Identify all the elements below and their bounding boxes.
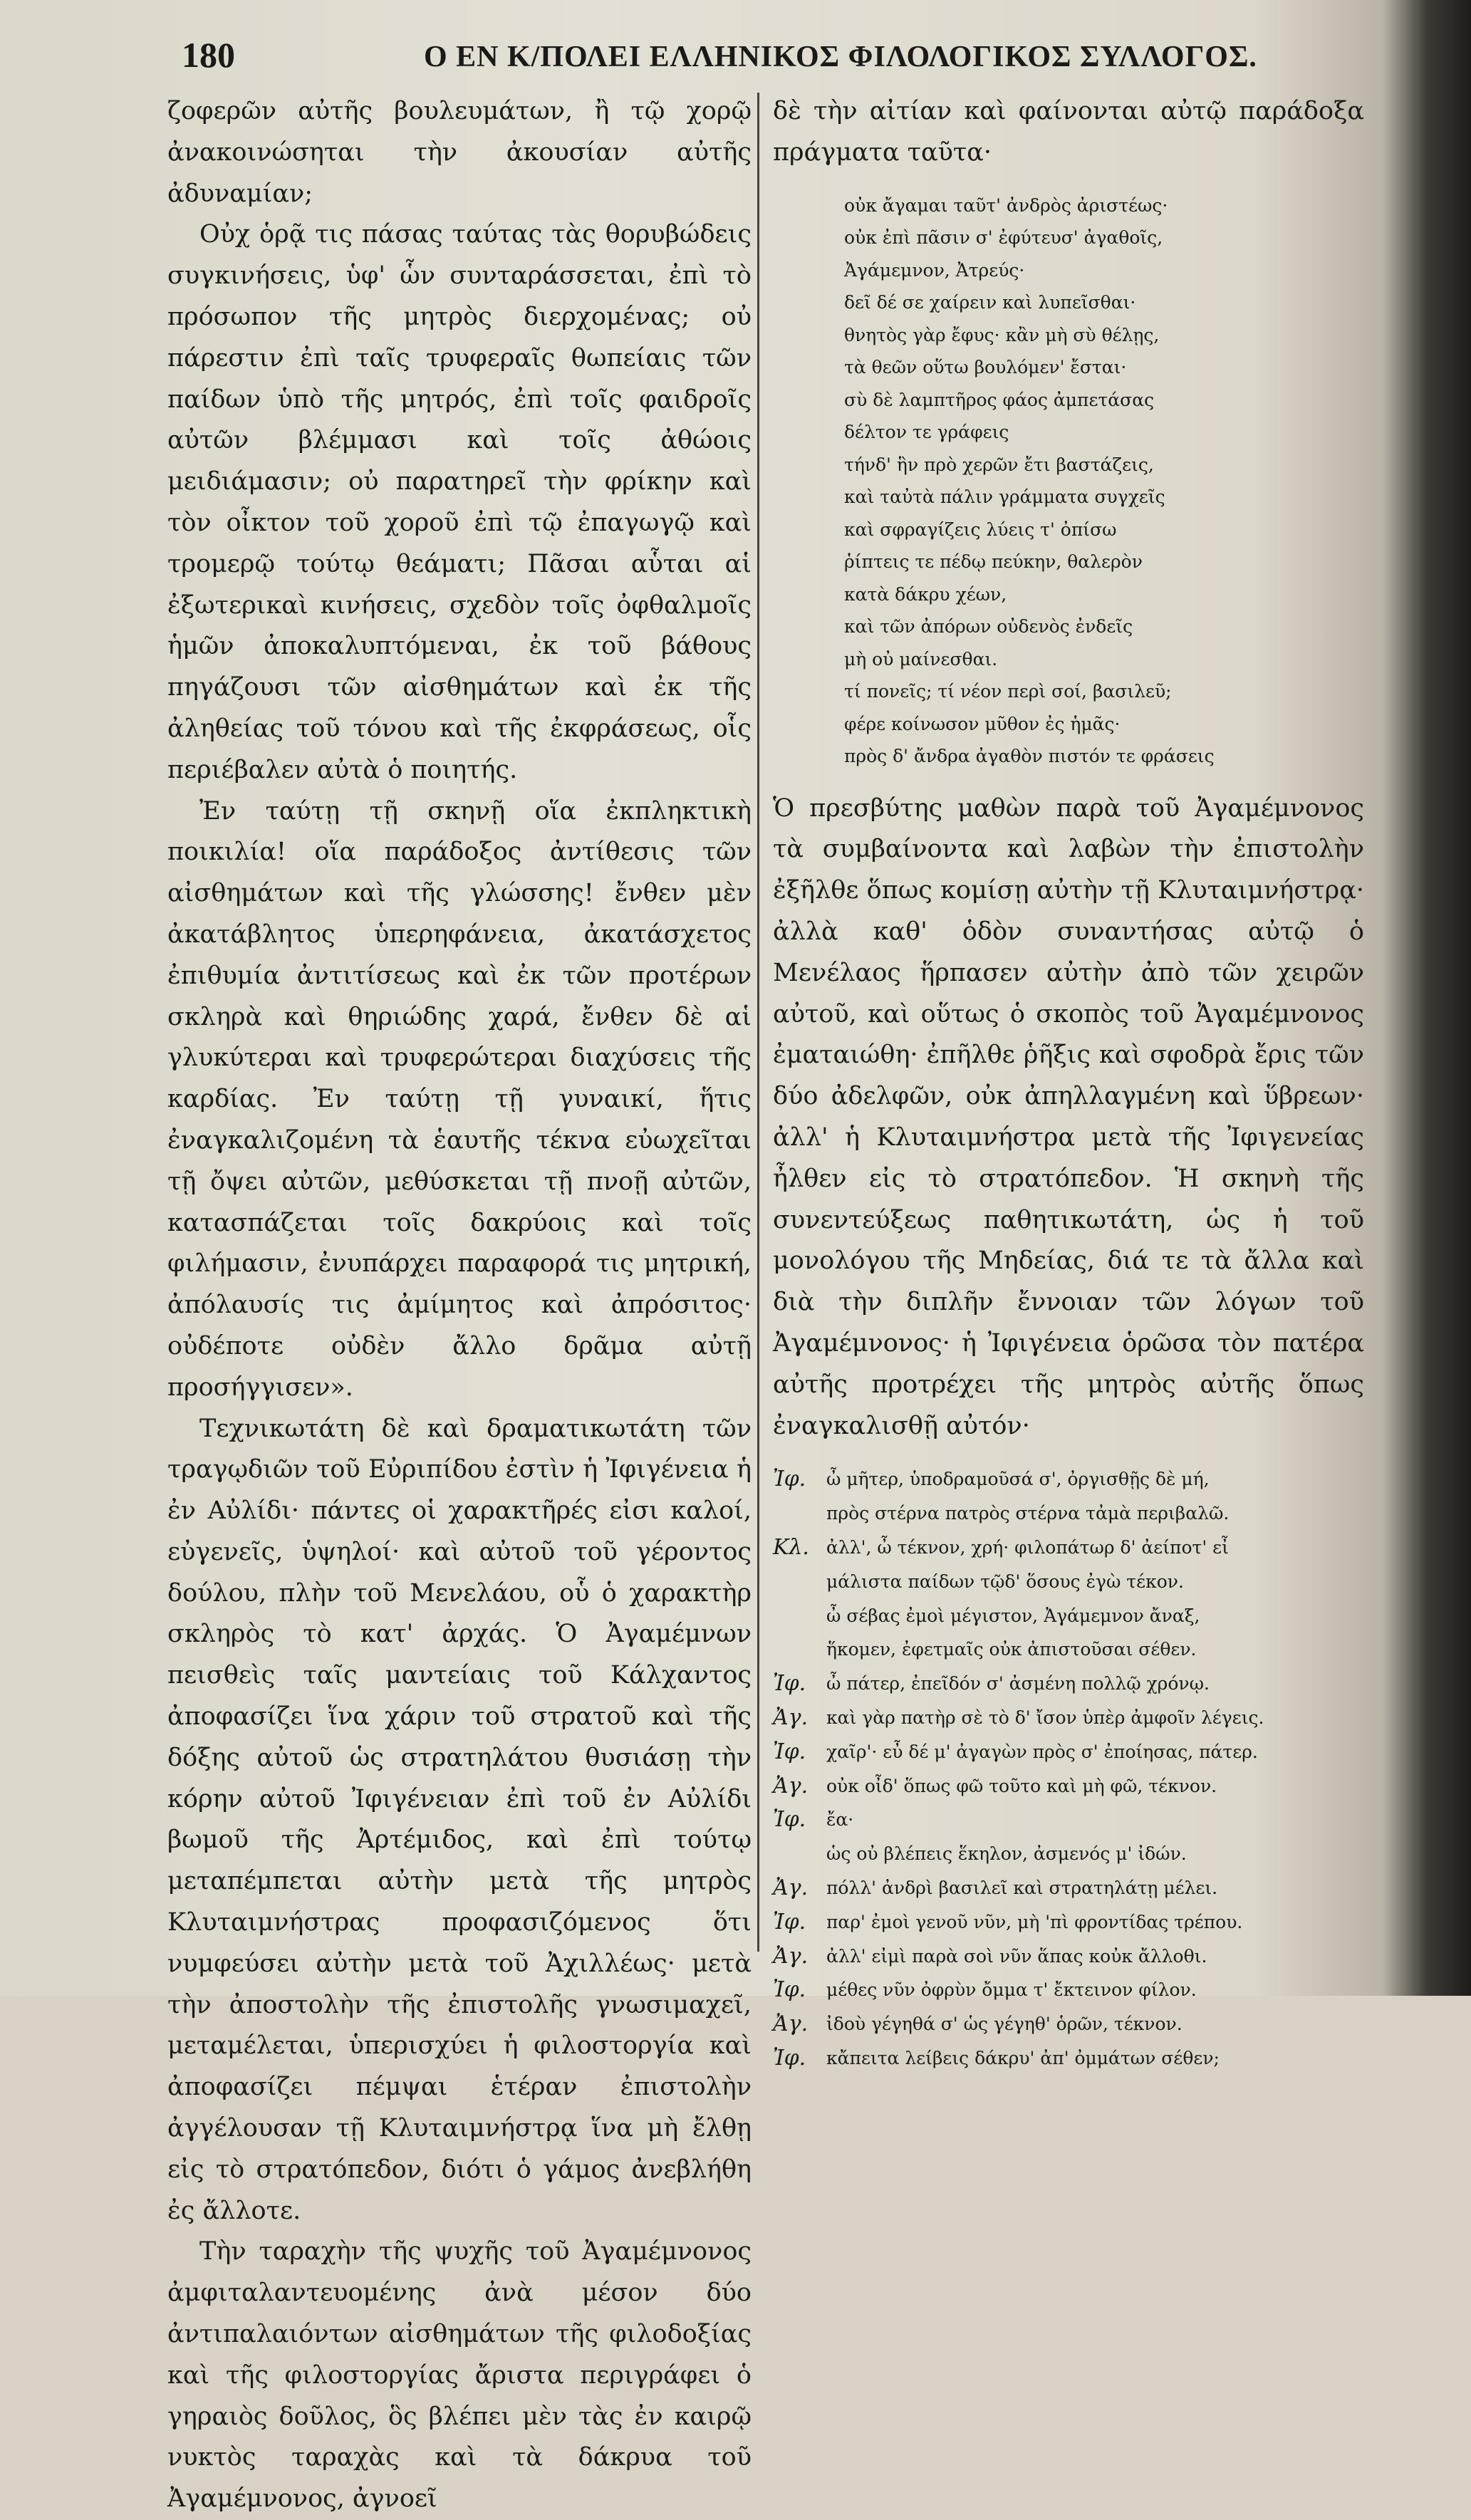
dialogue-text: πόλλ' ἀνδρὶ βασιλεῖ καὶ στρατηλάτῃ μέλει.	[826, 1877, 1218, 1898]
verse-line: πρὸς δ' ἄνδρα ἀγαθὸν πιστόν τε φράσεις	[844, 746, 1215, 767]
dialogue-line	[773, 1565, 1364, 1599]
dialogue-line	[773, 1871, 1364, 1905]
dialogue-quotation	[773, 1462, 1364, 2075]
running-title: Ο ΕΝ Κ/ΠΟΛΕΙ ΕΛΛΗΝΙΚΟΣ ΦΙΛΟΛΟΓΙΚΟΣ ΣΥΛΛΟΓΟΣ.	[424, 41, 1257, 73]
speaker-label	[773, 1565, 826, 1599]
dialogue-text: οὐκ οἶδ' ὅπως φῶ τοῦτο καὶ μὴ φῶ, τέκνον.	[826, 1775, 1217, 1796]
paragraph: Τὴν ταραχὴν τῆς ψυχῆς τοῦ Ἀγαμέμνονος ἀμφιταλαντευομένης ἀνὰ μέσον δύο ἀντιπαλαιόντων αἰσθημάτων τῆς φιλοδοξίας καὶ τῆς φιλοστοργίας ἄριστα περιγράφει ὁ γηραιὸς δοῦλος, ὃς βλέπει μὲν τὰς ἐν καιρῷ νυκτὸς ταραχὰς καὶ τὰ δάκρυα τοῦ Ἀγαμέμνονος, ἀγνοεῖ	[167, 2237, 752, 2514]
paragraph: Ὁ πρεσβύτης μαθὼν παρὰ τοῦ Ἀγαμέμνονος τὰ συμβαίνοντα καὶ λαβὼν τὴν ἐπιστολὴν ἐξῆλθε ὅπως κομίσῃ αὐτὴν τῇ Κλυταιμνήστρᾳ· ἀλλὰ καθ' ὁδὸν συναντήσας αὐτῷ ὁ Μενέλαος ἥρπασεν αὐτὴν ἀπὸ τῶν χειρῶν αὐτοῦ, καὶ οὕτως ὁ σκοπὸς τοῦ Ἀγαμέμνονος ἐματαιώθη· ἐπῆλθε ῥῆξις καὶ σφοδρὰ ἔρις τῶν δύο ἀδελφῶν, οὐκ ἀπηλλαγμένη καὶ ὕβρεων· ἀλλ' ἡ Κλυταιμνήστρα μετὰ τῆς Ἰφιγενείας ἦλθεν εἰς τὸ στρατόπεδον. Ἡ σκηνὴ τῆς συνεντεύξεως παθητικωτάτη, ὡς ἡ τοῦ μονολόγου τῆς Μηδείας, διά τε τὰ ἄλλα καὶ διὰ τὴν διπλῆν ἔννοιαν τῶν λόγων τοῦ Ἀγαμέμνονος· ἡ Ἰφιγένεια ὁρῶσα τὸν πατέρα αὐτῆς προτρέχει τῆς μητρὸς αὐτῆς ὅπως ἐναγκαλισθῇ αὐτόν·	[773, 793, 1364, 1440]
speaker-label: Ἀγ.	[773, 2011, 809, 2037]
verse-line: τήνδ' ἣν πρὸ χερῶν ἔτι βαστάζεις,	[844, 454, 1154, 475]
dialogue-text: χαῖρ'· εὖ δέ μ' ἀγαγὼν πρὸς σ' ἐποίησας, πάτερ.	[826, 1741, 1258, 1762]
dialogue-line	[773, 1973, 1364, 2007]
dialogue-text: ὡς οὐ βλέπεις ἕκηλον, ἀσμενός μ' ἰδών.	[826, 1843, 1187, 1865]
dialogue-line	[773, 1701, 1364, 1735]
speaker-label: Ἰφ.	[773, 1739, 806, 1764]
verse-line: οὐκ ἐπὶ πᾶσιν σ' ἐφύτευσ' ἀγαθοῖς,	[844, 227, 1163, 249]
speaker-label: Ἰφ.	[773, 1467, 806, 1492]
verse-line: δέλτον τε γράφεις	[844, 422, 1009, 443]
dialogue-text: ὦ μῆτερ, ὑποδραμοῦσά σ', ὀργισθῇς δὲ μή,	[826, 1469, 1210, 1490]
verse-line: καὶ ταὐτὰ πάλιν γράμματα συγχεῖς	[844, 486, 1165, 508]
verse-line: οὐκ ἄγαμαι ταῦτ' ἀνδρὸς ἀριστέως·	[844, 194, 1168, 216]
speaker-label	[773, 1633, 826, 1667]
dialogue-line	[773, 2041, 1364, 2076]
dialogue-line	[773, 1496, 1364, 1531]
paragraph: δὲ τὴν αἰτίαν καὶ φαίνονται αὐτῷ παράδοξα πράγματα ταῦτα·	[773, 97, 1364, 167]
speaker-label	[773, 1837, 826, 1871]
verse-line: τί πονεῖς; τί νέον περὶ σοί, βασιλεῦ;	[844, 681, 1172, 702]
verse-line: ῥίπτεις τε πέδῳ πεύκην, θαλερὸν	[844, 551, 1143, 573]
dialogue-line	[773, 1667, 1364, 1701]
right-column	[773, 91, 1364, 2076]
verse-quotation	[844, 189, 1364, 773]
paragraph: ζοφερῶν αὐτῆς βουλευμάτων, ἢ τῷ χορῷ ἀνακοινώσηται τὴν ἀκουσίαν αὐτῆς ἀδυναμίαν;	[167, 97, 752, 208]
dialogue-line	[773, 2007, 1364, 2041]
verse-line: Ἀγάμεμνον, Ἀτρεύς·	[844, 259, 1025, 281]
dialogue-line	[773, 1735, 1364, 1769]
speaker-label: Ἀγ.	[773, 1773, 809, 1798]
page-number: 180	[182, 35, 235, 75]
speaker-label: Ἀγ.	[773, 1704, 809, 1730]
speaker-label: Ἰφ.	[773, 1909, 806, 1935]
dialogue-text: μέθες νῦν ὀφρὺν ὄμμα τ' ἔκτεινον φίλον.	[826, 1979, 1197, 2001]
verse-line: τὰ θεῶν οὕτω βουλόμεν' ἔσται·	[844, 357, 1127, 378]
dialogue-line	[773, 1462, 1364, 1496]
dialogue-text: ὦ πάτερ, ἐπεῖδόν σ' ἀσμένη πολλῷ χρόνῳ.	[826, 1673, 1210, 1694]
column-divider	[757, 93, 759, 1952]
dialogue-text: πρὸς στέρνα πατρὸς στέρνα τἀμὰ περιβαλῶ.	[826, 1503, 1230, 1524]
page-header	[182, 34, 1386, 84]
verse-line: καὶ τῶν ἀπόρων οὐδενὸς ἐνδεῖς	[844, 616, 1133, 637]
paragraph: Οὐχ ὁρᾷ τις πάσας ταύτας τὰς θορυβώδεις συγκινήσεις, ὑφ' ὧν συνταράσσεται, ἐπὶ τὸ πρόσωπον τῆς μητρὸς διερχομένας; οὐ πάρεστιν ἐπὶ ταῖς τρυφεραῖς θωπείαις τῶν παίδων ὑπὸ τῆς μητρός, ἐπὶ τοῖς φαιδροῖς αὐτῶν βλέμμασι καὶ τοῖς ἀθώοις μειδιάμασιν; οὐ παρατηρεῖ τὴν φρίκην καὶ τὸν οἶκτον τοῦ χοροῦ ἐπὶ τῷ ἐπαγωγῷ καὶ τρομερῷ τούτῳ θεάματι; Πᾶσαι αὗται αἱ ἐξωτερικαὶ κινήσεις, σχεδὸν τοῖς ὀφθαλμοῖς ἡμῶν ἀποκαλυπτόμεναι, ἐκ τοῦ βάθους πηγάζουσι τῶν αἰσθημάτων καὶ ἐκ τῆς ἀληθείας τοῦ τόνου καὶ τῆς ἐκφράσεως, οἷς περιέβαλεν αὐτὰ ὁ ποιητής.	[167, 220, 752, 784]
dialogue-text: μάλιστα παίδων τῷδ' ὅσους ἐγὼ τέκον.	[826, 1571, 1184, 1592]
dialogue-line	[773, 1940, 1364, 1974]
speaker-label: Ἰφ.	[773, 1977, 806, 2003]
dialogue-text: ἔα·	[826, 1809, 854, 1831]
verse-line: σὺ δὲ λαμπτῆρος φάος ἀμπετάσας	[844, 389, 1155, 410]
dialogue-text: παρ' ἐμοὶ γενοῦ νῦν, μὴ 'πὶ φροντίδας τρέπου.	[826, 1911, 1243, 1932]
left-column	[167, 91, 752, 2520]
speaker-label	[773, 1599, 826, 1633]
speaker-label	[773, 1496, 826, 1531]
dialogue-text: κἄπειτα λείβεις δάκρυ' ἀπ' ὀμμάτων σέθεν;	[826, 2047, 1220, 2068]
speaker-label: Ἰφ.	[773, 2045, 806, 2071]
dialogue-line	[773, 1803, 1364, 1837]
dialogue-line	[773, 1769, 1364, 1803]
dialogue-line	[773, 1905, 1364, 1940]
paragraph: Τεχνικωτάτη δὲ καὶ δραματικωτάτη τῶν τραγῳδιῶν τοῦ Εὐριπίδου ἐστὶν ἡ Ἰφιγένεια ἡ ἐν Αὐλίδι· πάντες οἱ χαρακτῆρές εἰσι καλοί, εὐγενεῖς, ὑψηλοί· καὶ αὐτοῦ τοῦ γέροντος δούλου, πλὴν τοῦ Μενελάου, οὗ ὁ χαρακτὴρ σκληρὸς τὸ κατ' ἀρχάς. Ὁ Ἀγαμέμνων πεισθεὶς ταῖς μαντείαις τοῦ Κάλχαντος ἀποφασίζει ἵνα χάριν τοῦ στρατοῦ καὶ τῆς δόξης αὐτοῦ ὡς στρατηλάτου θυσιάσῃ τὴν κόρην αὐτοῦ Ἰφιγένειαν ἐπὶ τοῦ ἐν Αὐλίδι βωμοῦ τῆς Ἀρτέμιδος, καὶ ἐπὶ τούτῳ μεταπέμπεται αὐτὴν μετὰ τῆς μητρὸς Κλυταιμνήστρας προφασιζόμενος ὅτι νυμφεύσει αὐτὴν μετὰ τοῦ Ἀχιλλέως· μετὰ τὴν ἀποστολὴν τῆς ἐπιστολῆς γνωσιμαχεῖ, μεταμέλεται, ὑπερισχύει ἡ φιλοστοργία καὶ ἀποφασίζει πέμψαι ἑτέραν ἐπιστολὴν ἀγγέλουσαν τῇ Κλυταιμνήστρᾳ ἵνα μὴ ἔλθῃ εἰς τὸ στρατόπεδον, διότι ὁ γάμος ἀνεβλήθη ἐς ἄλλοτε.	[167, 1414, 752, 2225]
verse-line: κατὰ δάκρυ χέων,	[844, 583, 1007, 605]
paragraph: Ἐν ταύτῃ τῇ σκηνῇ οἵα ἐκπληκτικὴ ποικιλία! οἵα παράδοξος ἀντίθεσις τῶν αἰσθημάτων καὶ τῆς γλώσσης! ἔνθεν μὲν ἀκατάβλητος ὑπερηφάνεια, ἀκατάσχετος ἐπιθυμία ἀντιτίσεως καὶ ἐκ τῶν προτέρων σκληρὰ καὶ θηριώδης χαρά, ἔνθεν δὲ αἱ γλυκύτεραι καὶ τρυφερώτεραι διαχύσεις τῆς καρδίας. Ἐν ταύτῃ τῇ γυναικί, ἥτις ἐναγκαλιζομένη τὰ ἑαυτῆς τέκνα εὐωχεῖται τῇ ὄψει αὐτῶν, μεθύσκεται τῇ πνοῇ αὐτῶν, κατασπάζεται τοῖς δακρύοις καὶ τοῖς φιλήμασιν, ἐνυπάρχει παραφορά τις μητρική, ἀπόλαυσίς τις ἀμίμητος καὶ ἀπρόσιτος· οὐδέποτε οὐδὲν ἄλλο δρᾶμα αὐτῇ προσήγγισεν».	[167, 796, 752, 1402]
dialogue-line	[773, 1599, 1364, 1633]
dialogue-text: καὶ γὰρ πατὴρ σὲ τὸ δ' ἴσον ὑπὲρ ἀμφοῖν λέγεις.	[826, 1707, 1264, 1728]
speaker-label: Κλ.	[773, 1534, 809, 1560]
dialogue-line	[773, 1633, 1364, 1667]
dialogue-line	[773, 1837, 1364, 1871]
speaker-label: Ἰφ.	[773, 1807, 806, 1833]
speaker-label: Ἰφ.	[773, 1671, 806, 1697]
verse-line: φέρε κοίνωσον μῦθον ἐς ἡμᾶς·	[844, 713, 1121, 734]
dialogue-text: ἀλλ', ὦ τέκνον, χρή· φιλοπάτωρ δ' ἀείποτ' εἶ	[826, 1536, 1229, 1558]
dialogue-line	[773, 1531, 1364, 1565]
speaker-label: Ἀγ.	[773, 1875, 809, 1900]
verse-line: καὶ σφραγίζεις λύεις τ' ὀπίσω	[844, 519, 1117, 540]
speaker-label: Ἀγ.	[773, 1943, 809, 1969]
verse-line: μὴ οὐ μαίνεσθαι.	[844, 648, 998, 670]
verse-line: δεῖ δέ σε χαίρειν καὶ λυπεῖσθαι·	[844, 292, 1136, 313]
dialogue-text: ἀλλ' εἰμὶ παρὰ σοὶ νῦν ἅπας κοὐκ ἄλλοθι.	[826, 1945, 1207, 1967]
dialogue-text: ὦ σέβας ἐμοὶ μέγιστον, Ἀγάμεμνον ἄναξ,	[826, 1605, 1200, 1626]
verse-line: θνητὸς γὰρ ἔφυς· κἂν μὴ σὺ θέλῃς,	[844, 324, 1160, 345]
dialogue-text: ἰδοὺ γέγηθά σ' ὡς γέγηθ' ὁρῶν, τέκνον.	[826, 2014, 1182, 2035]
dialogue-text: ἥκομεν, ἐφετμαῖς οὐκ ἀπιστοῦσαι σέθεν.	[826, 1639, 1197, 1660]
